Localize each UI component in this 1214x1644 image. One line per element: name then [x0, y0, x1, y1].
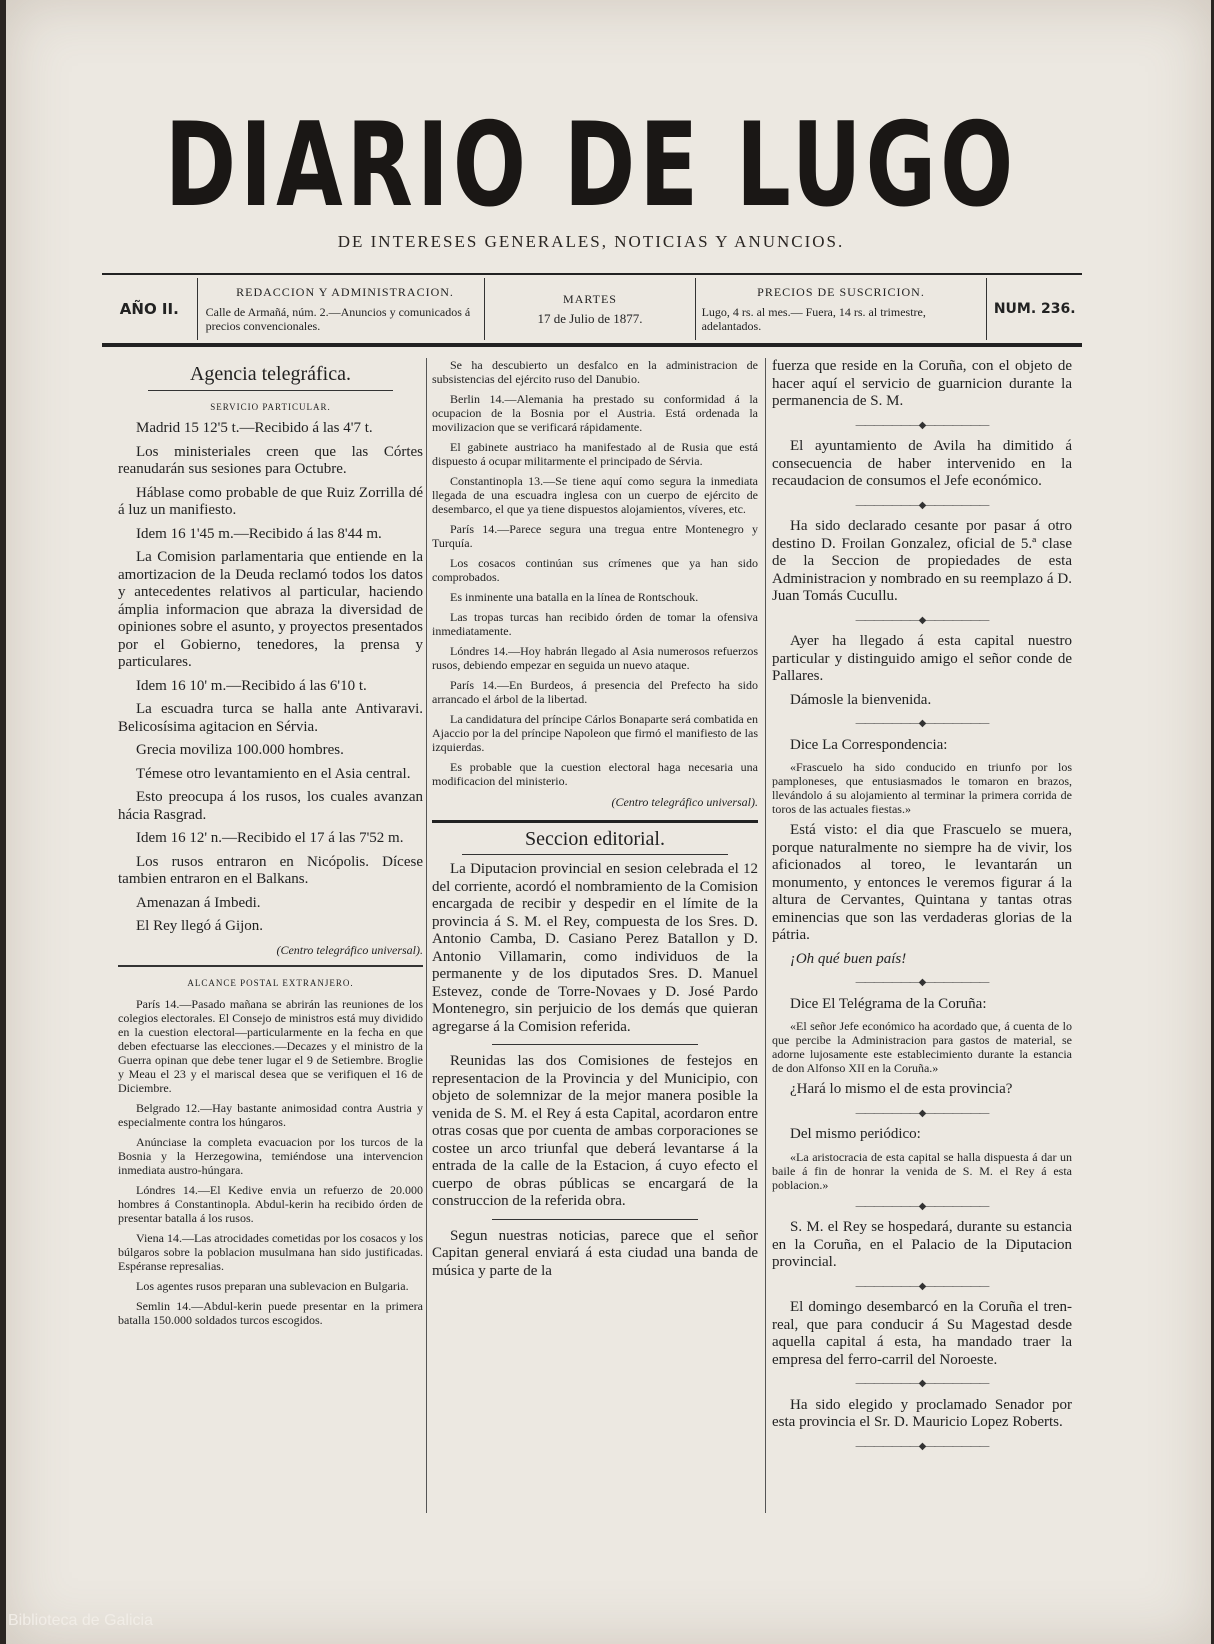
paragraph: Viena 14.—Las atrocidades cometidas por los cosacos y los búlgaros sobre la poblacion musulmana han sido justificadas. Espéranse represalias. [118, 1230, 423, 1273]
rule [492, 1219, 698, 1220]
column-divider [426, 358, 427, 1513]
quote-intro: Dice El Telégrama de la Coruña: [790, 995, 987, 1012]
paragraph: Háblase como probable de que Ruiz Zorrilla dé á luz un manifiesto. [118, 484, 423, 518]
paragraph: Ha sido elegido y proclamado Senador por esta provincia el Sr. D. Mauricio Lopez Roberts. [772, 1396, 1072, 1430]
paragraph: Lóndres 14.—El Kedive envia un refuerzo de 20.000 hombres á Constantinopla. Abdul-kerin ha recibido órden de presentar batalla á los rusos. [118, 1182, 423, 1225]
paragraph: Segun nuestras noticias, parece que el señor Capitan general enviará á esta ciudad una banda de música y parte de la [432, 1227, 758, 1279]
info-bar [102, 273, 1082, 347]
paragraph: Lóndres 14.—Hoy habrán llegado al Asia numerosos refuerzos rusos, debiendo empezar en seguida un nuevo ataque. [432, 644, 758, 672]
paragraph: Los rusos entraron en Nicópolis. Dícese tambien entraron en el Balkans. [118, 853, 423, 887]
paragraph: París 14.—Pasado mañana se abrirán las reuniones de los colegios electorales. El Consejo de ministros está muy dividido en la cuestion electoral—particularmente en la fecha en que deben efectuarse las elecciones.—Decazes y el ministro de la Guerra opinan que debe tener lugar el 9 de Setiembre. Broglie y Meau el 23 y el mariscal desea que se verifiquen el 16 de Diciembre. [118, 996, 423, 1095]
redaccion-text: Calle de Armañá, núm. 2.—Anuncios y comunicados á precios convencionales. [205, 305, 471, 333]
ornament-rule: ———————◆——————— [855, 1200, 989, 1212]
paragraph: ¡Oh qué buen país! [790, 950, 907, 967]
rule [148, 390, 393, 391]
ornament-rule: ———————◆——————— [855, 1280, 989, 1292]
quote-intro: Del mismo periódico: [790, 1126, 921, 1142]
masthead [96, 98, 1086, 252]
paragraph: Amenazan á Imbedi. [136, 894, 261, 911]
credit: (Centro telegráfico universal). [611, 795, 758, 809]
paragraph: Grecia moviliza 100.000 hombres. [136, 742, 344, 758]
paragraph: fuerza que reside en la Coruña, con el objeto de hacer aquí el servicio de guarnicion durante la permanencia de S. M. [772, 358, 1072, 409]
newspaper-page [6, 0, 1211, 1644]
redaccion-block [198, 279, 485, 339]
dispatch-head: Idem 16 10' m.—Recibido á las 6'10 t. [136, 677, 367, 694]
paragraph: Belgrado 12.—Hay bastante animosidad contra Austria y especialmente contra los húngaros. [118, 1100, 423, 1129]
ornament-rule: ———————◆——————— [855, 1107, 989, 1119]
paragraph: Dámosle la bienvenida. [790, 691, 932, 708]
ornament-rule: ———————◆——————— [855, 977, 989, 988]
paragraph: Los cosacos continúan sus crímenes que ya han sido comprobados. [432, 556, 758, 584]
date-block [485, 279, 694, 339]
column-2 [432, 358, 758, 1286]
paragraph: París 14.—Parece segura una tregua entre Montenegro y Turquía. [432, 522, 758, 550]
paragraph: Anúnciase la completa evacuacion por los turcos de la Bosnia y la Herzegowina, temiéndose una intervencion inmediata austro-húngara. [118, 1134, 423, 1177]
newspaper-subtitle: DE INTERESES GENERALES, NOTICIAS Y ANUNCIOS. [337, 232, 845, 251]
redaccion-heading: REDACCION Y ADMINISTRACION. [236, 285, 454, 299]
paragraph: Semlin 14.—Abdul-kerin puede presentar en la primera batalla 150.000 soldados turcos escogidos. [118, 1298, 423, 1327]
ornament-rule: ———————◆——————— [855, 1378, 989, 1389]
issue-number: NUM. 236. [993, 301, 1076, 317]
ornament-rule: ———————◆——————— [855, 419, 989, 431]
credit: (Centro telegráfico universal). [276, 942, 423, 957]
paragraph: Es inminente una batalla en la línea de Rontschouk. [450, 590, 699, 604]
paragraph: El Rey llegó á Gijon. [136, 918, 264, 934]
paragraph: Ayer ha llegado á esta capital nuestro particular y distinguido amigo el señor conde de Pallares. [772, 633, 1072, 684]
section-subheading: ALCANCE POSTAL EXTRANJERO. [187, 978, 354, 988]
rule [462, 854, 728, 855]
paragraph: Berlin 14.—Alemania ha prestado su conformidad á la ocupacion de la Bosnia por el Austria. Está ordenada la movilizacion que se verificará rápidamente. [432, 392, 758, 434]
section-title: Agencia telegráfica. [189, 363, 351, 385]
prices-heading: PRECIOS DE SUSCRICION. [757, 285, 925, 299]
prices-block [696, 279, 987, 339]
paragraph: Las tropas turcas han recibido órden de tomar la ofensiva inmediatamente. [432, 610, 758, 638]
paragraph: S. M. el Rey se hospedará, durante su estancia en la Coruña, en el Palacio de la Diputacion provincial. [772, 1219, 1072, 1270]
paragraph: La candidatura del príncipe Cárlos Bonaparte será combatida en Ajaccio por la del príncipe Napoleon que firmó el manifiesto de las izquierdas. [432, 712, 758, 754]
paragraph: Se ha descubierto un desfalco en la administracion de subsistencias del ejército ruso del Danubio. [432, 358, 758, 386]
rule [432, 820, 758, 823]
dispatch-head: Idem 16 12' n.—Recibido el 17 á las 7'52 m. [136, 830, 404, 846]
paragraph: Esto preocupa á los rusos, los cuales avanzan hácia Rasgrad. [118, 789, 423, 823]
dispatch-head: Idem 16 1'45 m.—Recibido á las 8'44 m. [136, 525, 382, 542]
column-1 [118, 358, 423, 1333]
paragraph: París 14.—En Burdeos, á presencia del Prefecto ha sido arrancado el árbol de la libertad. [432, 678, 758, 706]
prices-text: Lugo, 4 rs. al mes.— Fuera, 14 rs. al trimestre, adelantados. [701, 305, 926, 333]
paragraph: Está visto: el dia que Frascuelo se muera, porque naturalmente no siempre ha de vivir, los aficionados al toreo, le levantarán un monumento, y entonces le veremos figurar á la altura de Cervantes, Quintana y tantas otras eminencias que son las verdaderas glorias de la pátria. [772, 822, 1072, 943]
paragraph: Constantinopla 13.—Se tiene aquí como segura la inmediata llegada de una escuadra inglesa con un cuerpo de ejército de desembarco, el que ya tiene dispuestos alojamientos, víveres, etc. [432, 474, 758, 516]
quote: «El señor Jefe económico ha acordado que, á cuenta de lo que percibe la Administracion para gastos de material, se adorne lujosamente este establecimiento durante la estancia de don Alfonso XII en la Coruña.» [772, 1019, 1072, 1075]
ornament-rule: ———————◆——————— [855, 614, 989, 626]
quote: «La aristocracia de esta capital se halla dispuesta á dar un baile á fin de honrar la venida de S. M. el Rey á esta poblacion.» [772, 1149, 1072, 1192]
paragraph: Los agentes rusos preparan una sublevacion en Bulgaria. [136, 1278, 409, 1293]
weekday: MARTES [563, 292, 617, 306]
dispatch-head: Madrid 15 12'5 t.—Recibido á las 4'7 t. [136, 420, 373, 436]
paragraph: La Diputacion provincial en sesion celebrada el 12 del corriente, acordó el nombramiento de la Comision encargada de recibir y despedir en el límite de la provincia á S. M. el Rey, compuesta de los Sres. D. Antonio Camba, D. Casiano Perez Batallon y D. Antonio Villamarin, como individuos de la permanente y de los diputados Sres. D. Manuel Estevez, conde de Torre-Novaes y D. José Pardo Montenegro, sin perjuicio de los demás que quieran agregarse á la Comision referida. [432, 861, 758, 1035]
paragraph: El ayuntamiento de Avila ha dimitido á consecuencia de haber intervenido en la recaudacion de consumos el Jefe económico. [772, 438, 1072, 489]
library-watermark: Biblioteca de Galicia [8, 1612, 153, 1629]
paragraph: El gabinete austriaco ha manifestado al de Rusia que está dispuesto á ocupar militarmente el principado de Sérvia. [432, 440, 758, 468]
rule [492, 1044, 698, 1045]
date: 17 de Julio de 1877. [537, 311, 643, 326]
quote-intro: Dice La Correspondencia: [790, 736, 948, 753]
column-3 [772, 358, 1072, 1459]
paragraph: Es probable que la cuestion electoral haga necesaria una modificacion del ministerio. [432, 760, 758, 788]
year-label: AÑO II. [119, 300, 179, 318]
ornament-rule: ———————◆——————— [855, 718, 989, 729]
ornament-rule: ———————◆——————— [855, 499, 989, 511]
paragraph: Los ministeriales creen que las Córtes reanudarán sus sesiones para Octubre. [118, 443, 423, 477]
paragraph: El domingo desembarcó en la Coruña el tren-real, que para conducir á Su Magestad desde aquella capital á esta, ha mandado traer la empresa del ferro-carril del Noroeste. [772, 1299, 1072, 1368]
ornament-rule: ———————◆——————— [855, 1440, 989, 1452]
column-divider [765, 358, 766, 1513]
paragraph: La Comision parlamentaria que entiende en la amortizacion de la Deuda reclamó todos los datos y antecedentes relativos al particular, haciendo ámplia informacion que abraza la diversidad de opiniones sobre el asunto, y proyectos presentados por el Gobierno, tenedores, la prensa y particulares. [118, 549, 423, 670]
section-subheading: SERVICIO PARTICULAR. [210, 401, 331, 412]
rule [118, 965, 423, 967]
paragraph: La escuadra turca se halla ante Antivaravi. Belicosísima agitacion en Sérvia. [118, 701, 423, 735]
quote: «Frascuelo ha sido conducido en triunfo por los pamploneses, que entusiasmados le tomaron en brazos, llevándolo á su alojamiento al terminar la primera corrida de toros de las actuales fiestas.» [772, 760, 1072, 816]
paragraph: ¿Hará lo mismo el de esta provincia? [790, 1081, 1013, 1097]
section-title: Seccion editorial. [525, 827, 665, 850]
paragraph: Ha sido declarado cesante por pasar á otro destino D. Froilan Gonzalez, oficial de 5.ª clase de la Seccion de propiedades de esta Administracion y nombrado en su reemplazo á D. Juan Tomás Cucullu. [772, 518, 1072, 604]
paragraph: Reunidas las dos Comisiones de festejos en representacion de la Provincia y del Municipio, con objeto de solemnizar de la mejor manera posible la venida de S. M. el Rey á esta Capital, acordaron entre otras cosas que por cuenta de ambas corporaciones se costee un arco triunfal que deberá levantarse á la entrada de la calle de la Estacion, á cuyo efecto el cuerpo de obras públicas se encargará de la construccion de la referida obra. [432, 1053, 758, 1209]
paragraph: Témese otro levantamiento en el Asia central. [136, 765, 411, 782]
newspaper-title: DIARIO DE LUGO [164, 98, 1018, 234]
